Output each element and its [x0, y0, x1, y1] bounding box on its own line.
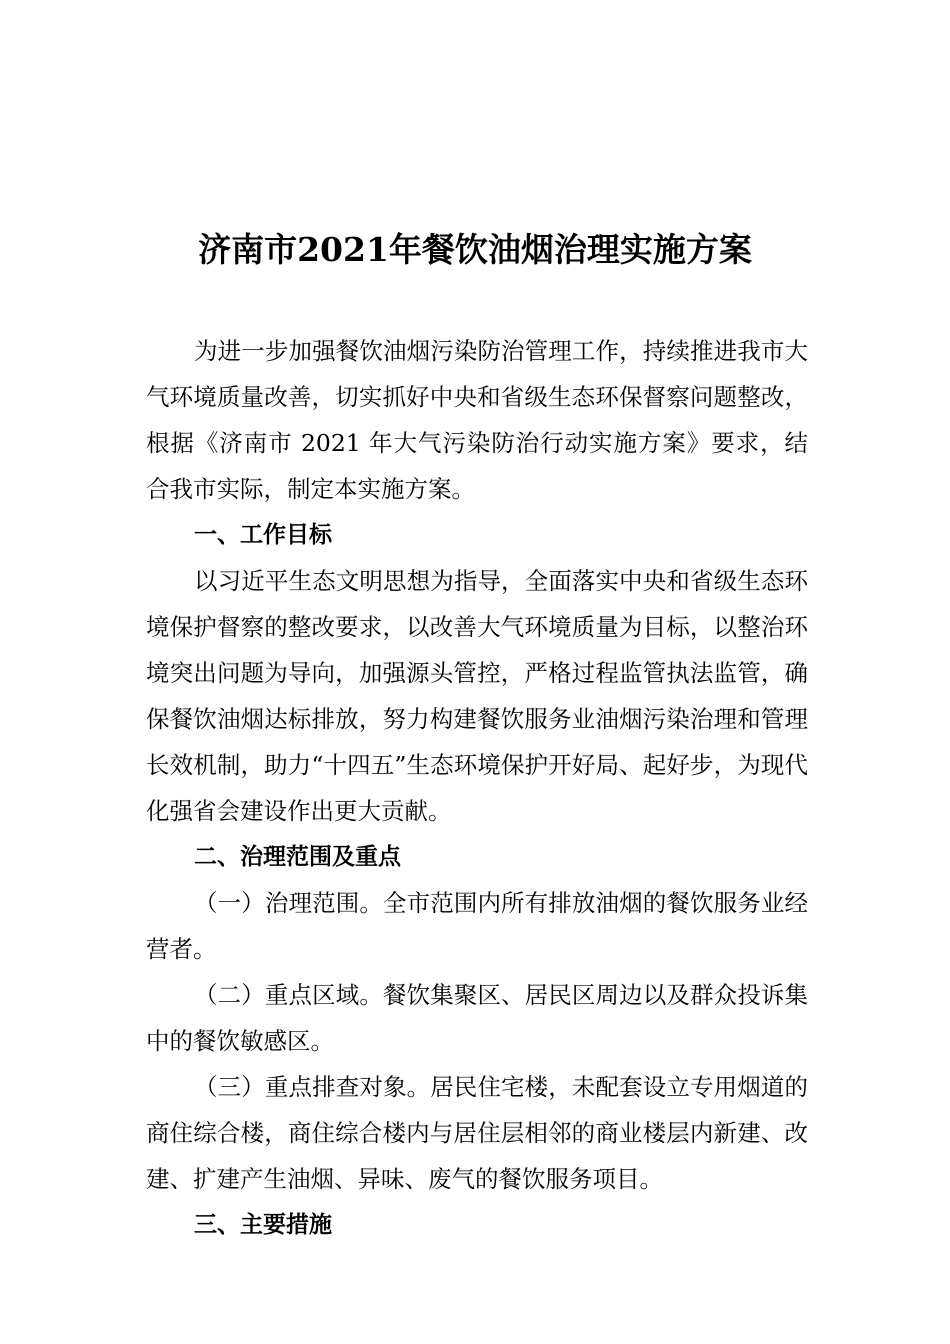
section-heading-scope: 二、治理范围及重点	[194, 844, 401, 870]
work-goal-paragraph: 以习近平生态文明思想为指导，全面落实中央和省级生态环境保护督察的整改要求，以改善大气环境质量为目标，以整治环境突出问题为导向，加强源头管控，严格过程监管执法监管，确保餐饮油烟达标排放，努力构建餐饮服务业油烟污染治理和管理长效机制，助力“十四五”生态环境保护开好局、起好步，为现代化强省会建设作出更大贡献。	[146, 567, 808, 825]
scope-item-2: （二）重点区域。餐饮集聚区、居民区周边以及群众投诉集中的餐饮敏感区。	[146, 981, 808, 1055]
section-heading-measures: 三、主要措施	[194, 1212, 332, 1238]
scope-item-1: （一）治理范围。全市范围内所有排放油烟的餐饮服务业经营者。	[146, 889, 808, 963]
document-title: 济南市2021年餐饮油烟治理实施方案	[198, 230, 752, 269]
scope-item-3: （三）重点排查对象。居民住宅楼，未配套设立专用烟道的商住综合楼，商住综合楼内与居住层相邻的商业楼层内新建、改建、扩建产生油烟、异味、废气的餐饮服务项目。	[146, 1073, 808, 1193]
section-heading-work-goal: 一、工作目标	[194, 522, 332, 548]
document-body	[146, 328, 808, 1248]
intro-paragraph: 为进一步加强餐饮油烟污染防治管理工作，持续推进我市大气环境质量改善，切实抓好中央和省级生态环保督察问题整改，根据《济南市 2021 年大气污染防治行动实施方案》要求，结合我市实际，制定本实施方案。	[146, 337, 808, 503]
